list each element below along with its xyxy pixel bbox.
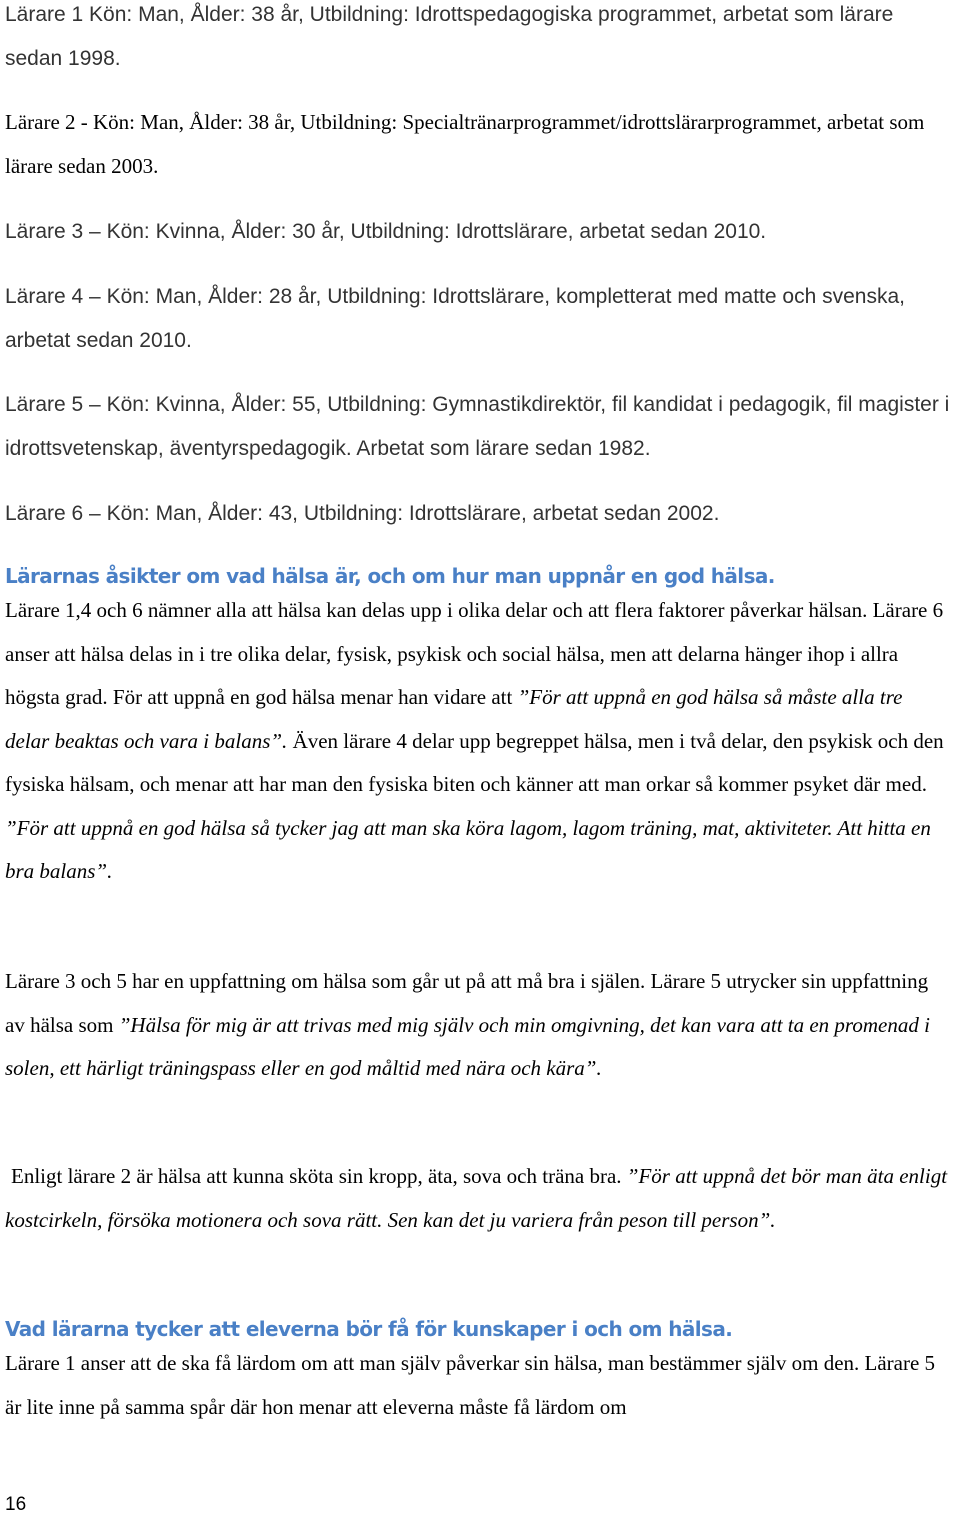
teacher-5-info: Lärare 5 – Kön: Kvinna, Ålder: 55, Utbildning: Gymnastikdirektör, fil kandidat i pedagogik, fil magister i idrottsvetenskap, äventyrspedagogik. Arbetat som lärare sedan 1982. bbox=[5, 393, 950, 460]
page-number: 16 bbox=[5, 1494, 27, 1515]
quote-teacher-6: ”För att uppnå en god hälsa så måste alla tre delar beaktas och vara i balans”. bbox=[5, 685, 903, 753]
paragraph-health-parts bbox=[5, 589, 950, 894]
quote-teacher-4: ”För att uppnå en god hälsa så tycker jag att man ska köra lagom, lagom träning, mat, aktiviteter. Att hitta en bra balans”. bbox=[5, 815, 931, 883]
paragraph-text: Enligt lärare 2 är hälsa att kunna sköta sin kropp, äta, sova och träna bra. bbox=[11, 1164, 627, 1188]
teacher-1-info: Lärare 1 Kön: Man, Ålder: 38 år, Utbildning: Idrottspedagogiska programmet, arbetat som lärare sedan 1998. bbox=[5, 3, 894, 70]
section-heading-student-knowledge: Vad lärarna tycker att eleverna bör få för kunskaper i och om hälsa. bbox=[5, 1317, 733, 1341]
teacher-4-info: Lärare 4 – Kön: Man, Ålder: 28 år, Utbildning: Idrottslärare, kompletterat med matte och svenska, arbetat sedan 2010. bbox=[5, 285, 905, 352]
paragraph-text: Lärare 3 och 5 har en uppfattning om hälsa som går ut på att må bra i själen. Lärare 5 utrycker sin uppfattning av hälsa som bbox=[5, 969, 929, 1037]
teacher-6-info: Lärare 6 – Kön: Man, Ålder: 43, Utbildning: Idrottslärare, arbetat sedan 2002. bbox=[5, 502, 720, 525]
teacher-3-info: Lärare 3 – Kön: Kvinna, Ålder: 30 år, Utbildning: Idrottslärare, arbetat sedan 2010. bbox=[5, 220, 767, 243]
paragraph-student-knowledge: Lärare 1 anser att de ska få lärdom om att man själv påverkar sin hälsa, man bestämmer själv om den. Lärare 5 är lite inne på samma spår där hon menar att eleverna måste få lärdom om bbox=[5, 1351, 936, 1419]
paragraph-text: Även lärare 4 delar upp begreppet hälsa, men i två delar, den psykisk och den fysiska hälsam, och menar att har man den fysiska biten och känner att man orkar så kommer psyket där med. bbox=[5, 728, 944, 796]
section-heading-health-views: Lärarnas åsikter om vad hälsa är, och om hur man uppnår en god hälsa. bbox=[5, 564, 775, 588]
quote-teacher-5: ”Hälsa för mig är att trivas med mig själv och min omgivning, det kan vara att ta en promenad i solen, ett härligt träningspass eller en god måltid med nära och kära”. bbox=[5, 1012, 930, 1080]
quote-teacher-2: ”För att uppnå det bör man äta enligt kostcirkeln, försöka motionera och sova rätt. Sen kan det ju variera från peson till person”. bbox=[5, 1164, 948, 1232]
paragraph-text: Lärare 1,4 och 6 nämner alla att hälsa kan delas upp i olika delar och att flera faktorer påverkar hälsan. Lärare 6 anser att hälsa delas in i tre olika delar, fysisk, psykisk och social hälsa, men att delarna hänger ihop i allra högsta grad. För att uppnå en god hälsa menar han vidare att bbox=[5, 598, 944, 709]
paragraph-soul-wellbeing bbox=[5, 960, 950, 1091]
paragraph-teacher-2 bbox=[5, 1155, 950, 1242]
teacher-2-info: Lärare 2 - Kön: Man, Ålder: 38 år, Utbildning: Specialtränarprogrammet/idrottslärarprogrammet, arbetat som lärare sedan 2003. bbox=[5, 110, 925, 178]
